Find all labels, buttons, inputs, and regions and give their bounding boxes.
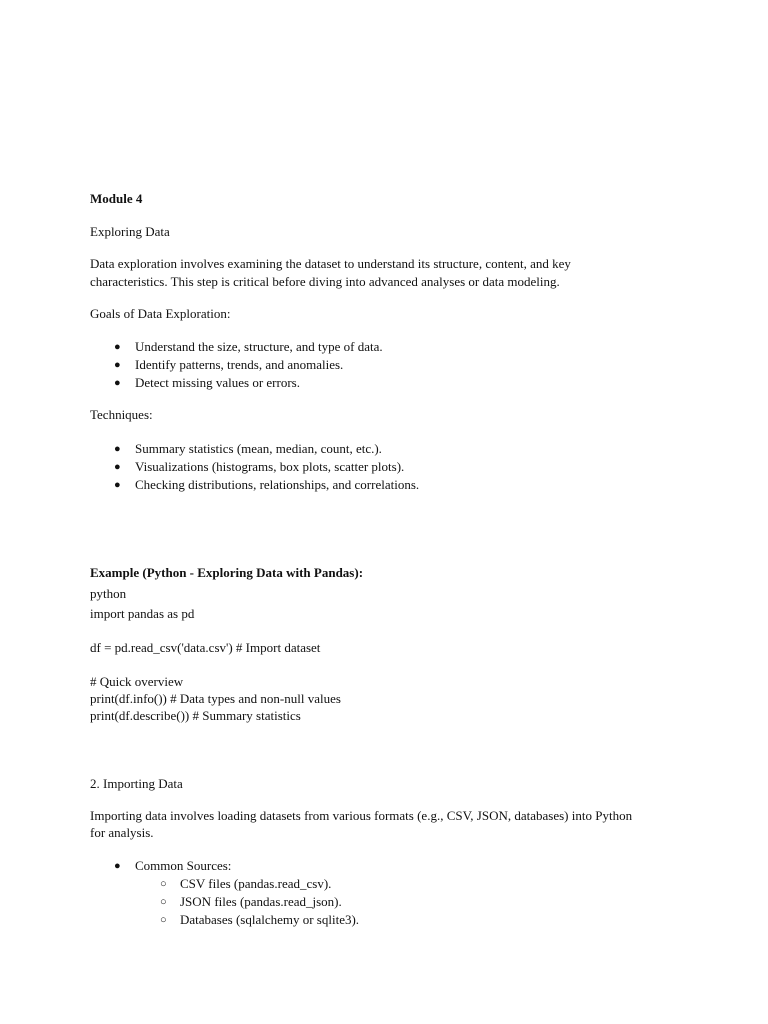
bullet-icon: ● xyxy=(114,461,121,473)
list-item-text: Common Sources: xyxy=(135,858,232,873)
list-item-text: Checking distributions, relationships, and correlations. xyxy=(135,477,420,492)
example-heading: Example (Python - Exploring Data with Pandas): xyxy=(90,565,364,580)
code-line: print(df.describe()) # Summary statistics xyxy=(90,708,301,723)
paragraph-line: characteristics. This step is critical before diving into advanced analyses or data modeling. xyxy=(90,274,560,289)
section-heading-exploring-data: Exploring Data xyxy=(90,224,170,239)
paragraph-line: Importing data involves loading datasets from various formats (e.g., CSV, JSON, databases) into Python xyxy=(90,808,633,823)
list-item-text: Visualizations (histograms, box plots, scatter plots). xyxy=(135,459,405,474)
section-heading-importing-data: 2. Importing Data xyxy=(90,776,183,791)
code-line: print(df.info()) # Data types and non-null values xyxy=(90,691,341,706)
bullet-icon: ● xyxy=(114,359,121,371)
sub-list-item-text: JSON files (pandas.read_json). xyxy=(180,894,342,909)
code-line: import pandas as pd xyxy=(90,606,195,621)
module-title: Module 4 xyxy=(90,191,143,206)
bullet-icon: ● xyxy=(114,341,121,353)
sub-bullet-icon: ○ xyxy=(160,878,167,890)
bullet-icon: ● xyxy=(114,860,121,872)
techniques-heading: Techniques: xyxy=(90,407,153,422)
list-item-text: Detect missing values or errors. xyxy=(135,375,300,390)
paragraph-line: Data exploration involves examining the dataset to understand its structure, content, and key xyxy=(90,256,571,271)
paragraph-line: for analysis. xyxy=(90,825,154,840)
code-line: df = pd.read_csv('data.csv') # Import dataset xyxy=(90,640,321,655)
bullet-icon: ● xyxy=(114,443,121,455)
sub-bullet-icon: ○ xyxy=(160,896,167,908)
sub-list-item-text: Databases (sqlalchemy or sqlite3). xyxy=(180,912,360,927)
code-line: python xyxy=(90,586,127,601)
list-item-text: Understand the size, structure, and type of data. xyxy=(135,339,383,354)
list-item-text: Summary statistics (mean, median, count, etc.). xyxy=(135,441,382,456)
list-item-text: Identify patterns, trends, and anomalies. xyxy=(135,357,344,372)
sub-list-item-text: CSV files (pandas.read_csv). xyxy=(180,876,332,891)
code-line: # Quick overview xyxy=(90,674,184,689)
bullet-icon: ● xyxy=(114,377,121,389)
goals-heading: Goals of Data Exploration: xyxy=(90,306,231,321)
sub-bullet-icon: ○ xyxy=(160,914,167,926)
bullet-icon: ● xyxy=(114,479,121,491)
